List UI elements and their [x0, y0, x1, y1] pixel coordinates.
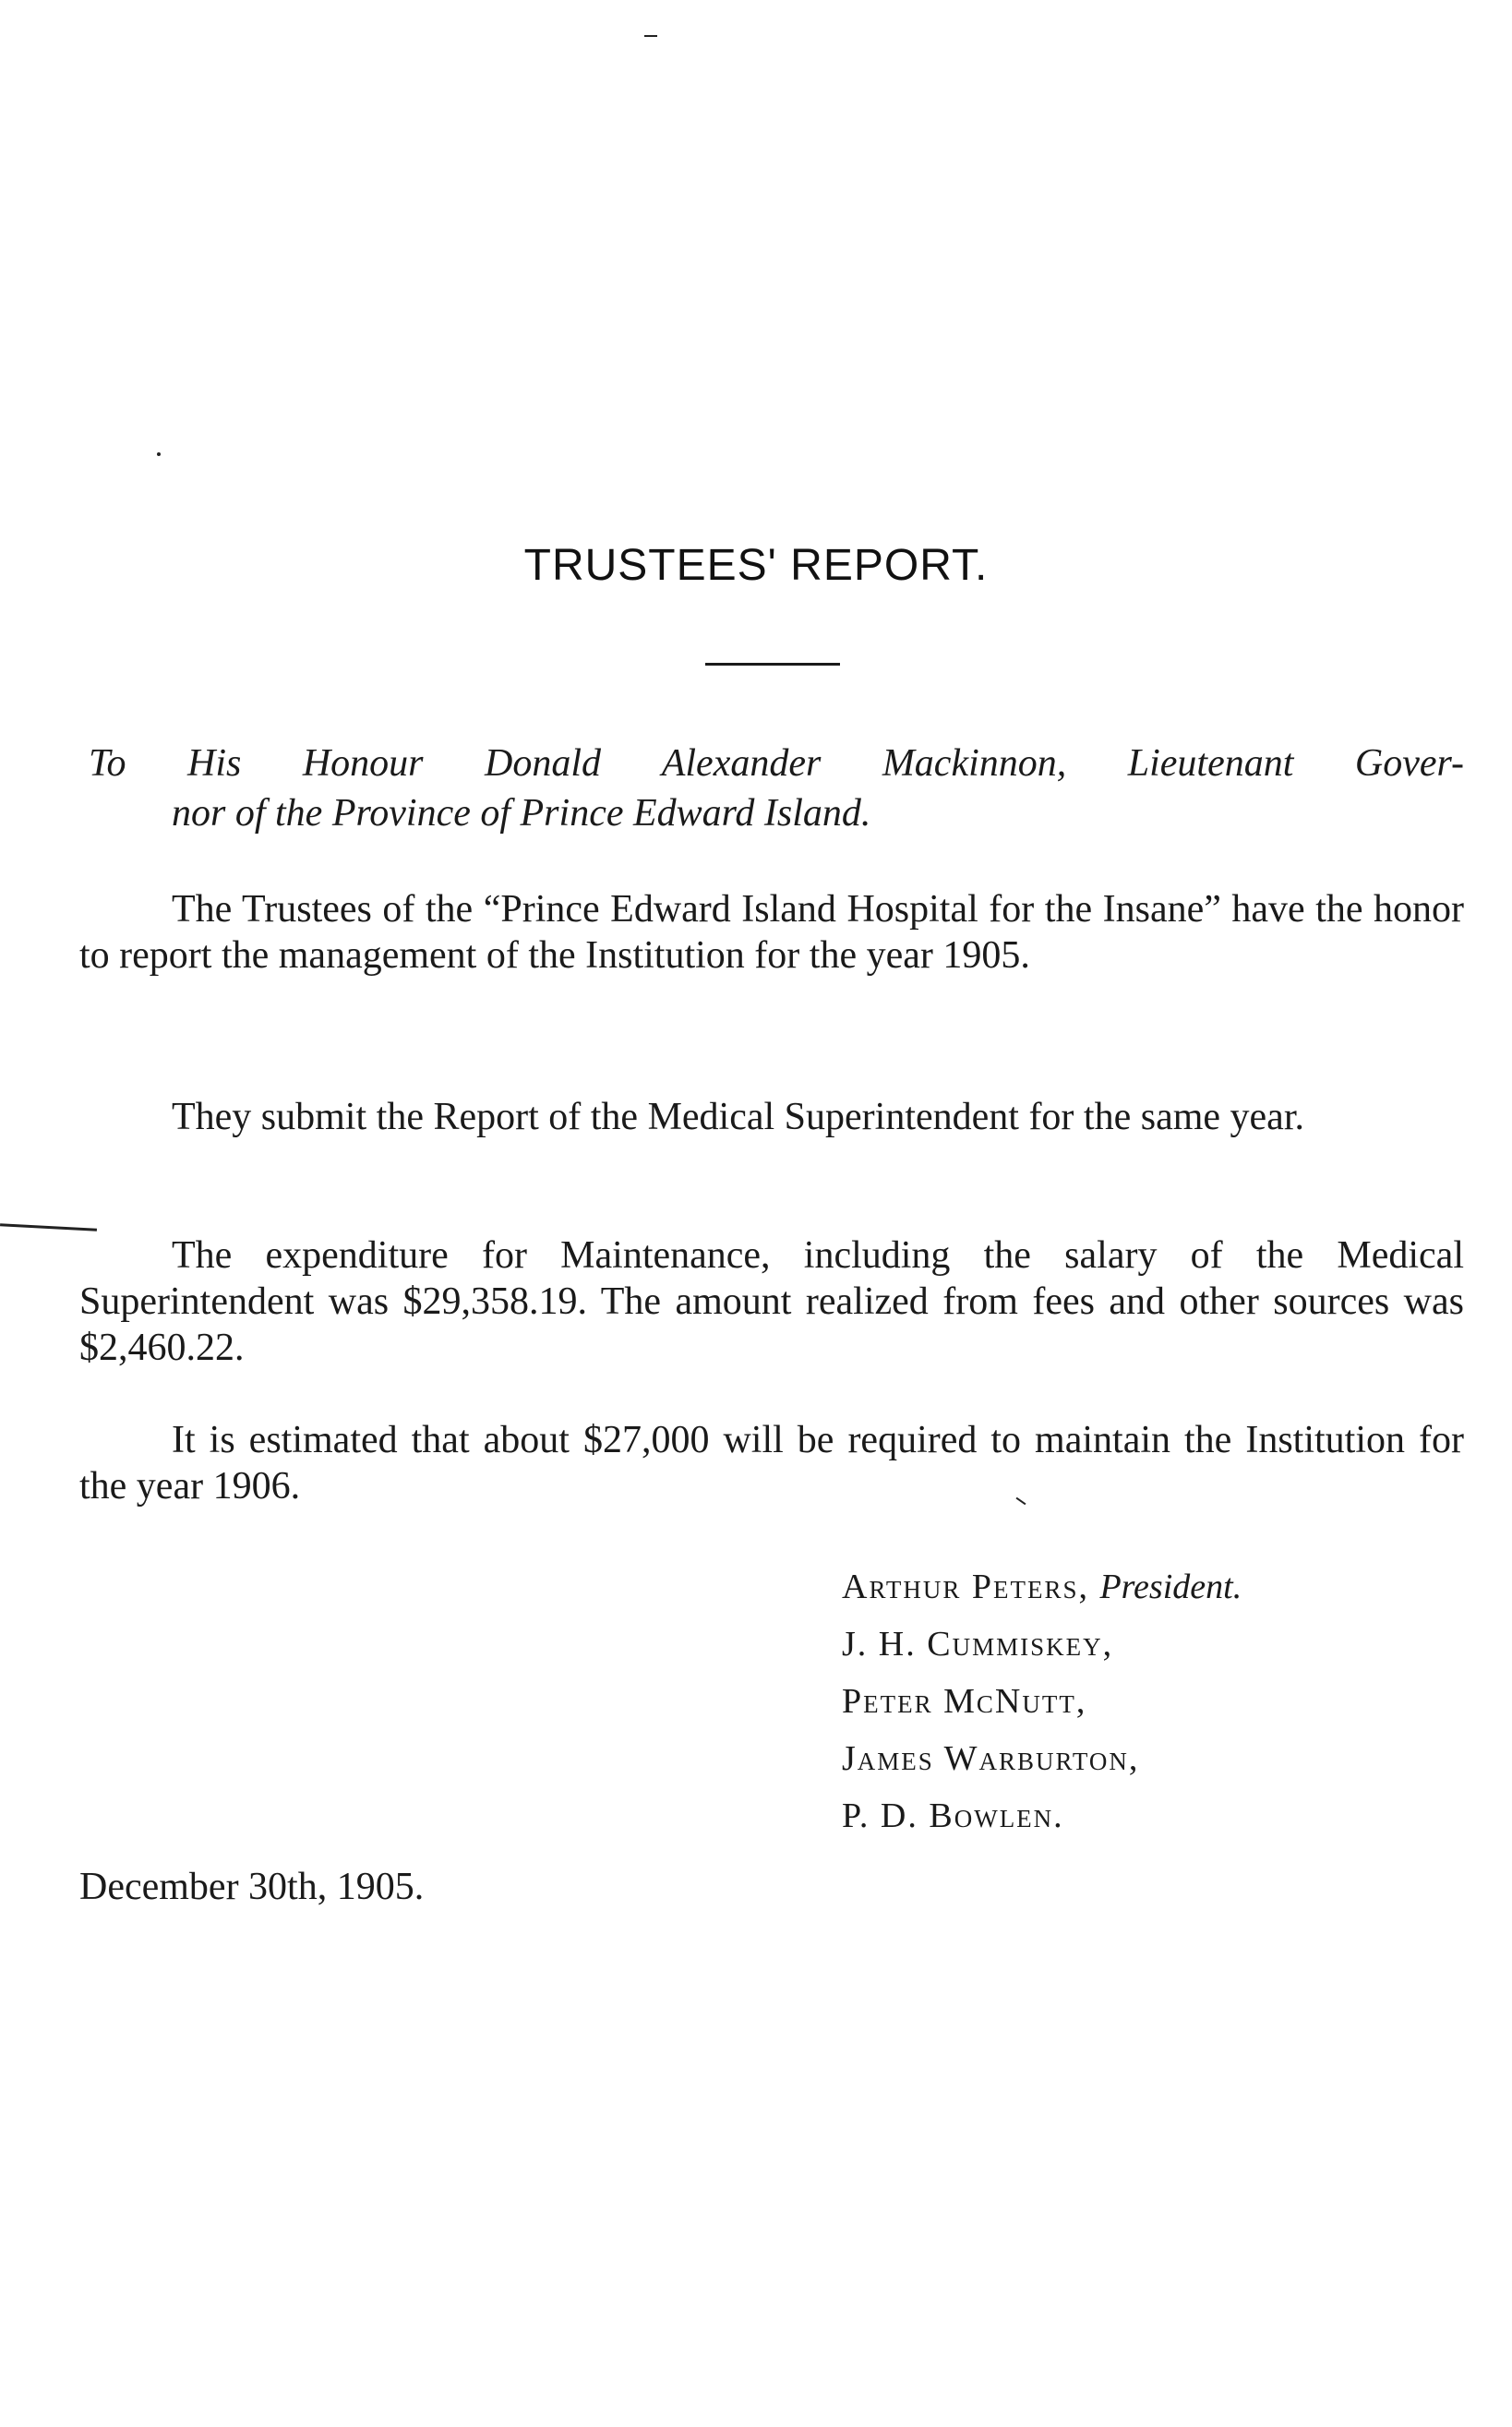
address-line-1: To His Honour Donald Alexander Mackinnon, Lieutenant Gover-	[89, 742, 1464, 785]
signatory	[842, 1616, 1242, 1673]
signatory	[842, 1558, 1242, 1616]
signatory	[842, 1787, 1242, 1844]
paragraph-1: The Trustees of the “Prince Edward Island Hospital for the Insane” have the honor to report the management of the Institution for the year 1905.	[79, 888, 1464, 977]
signatory-name: James Warburton,	[842, 1739, 1140, 1778]
address-block	[89, 739, 1464, 838]
signatory-name: Arthur Peters,	[842, 1568, 1089, 1606]
signatory-name: J. H. Cummiskey,	[842, 1625, 1114, 1664]
signatory-name: P. D. Bowlen.	[842, 1796, 1064, 1835]
scan-speck	[644, 35, 657, 37]
report-date: December 30th, 1905.	[79, 1866, 425, 1908]
signatory-role: President.	[1099, 1568, 1242, 1606]
paragraph-3: The expenditure for Maintenance, including the salary of the Medical Superintendent was $29,358.19. The amount realized from fees and other sources was $2,460.22.	[79, 1234, 1464, 1369]
address-line-2: nor of the Province of Prince Edward Island.	[172, 792, 871, 835]
signatory	[842, 1730, 1242, 1787]
signatory-name: Peter McNutt,	[842, 1682, 1087, 1721]
signatory	[842, 1673, 1242, 1730]
paragraph-2: They submit the Report of the Medical Superintendent for the same year.	[172, 1096, 1304, 1138]
paragraph-4: It is estimated that about $27,000 will be required to maintain the Institution for the year 1906.	[79, 1419, 1464, 1508]
signature-block	[842, 1558, 1242, 1844]
scan-speck	[157, 452, 161, 456]
scan-artifact	[0, 1223, 97, 1231]
page-title: TRUSTEES' REPORT.	[523, 541, 989, 590]
title-divider	[705, 663, 840, 666]
